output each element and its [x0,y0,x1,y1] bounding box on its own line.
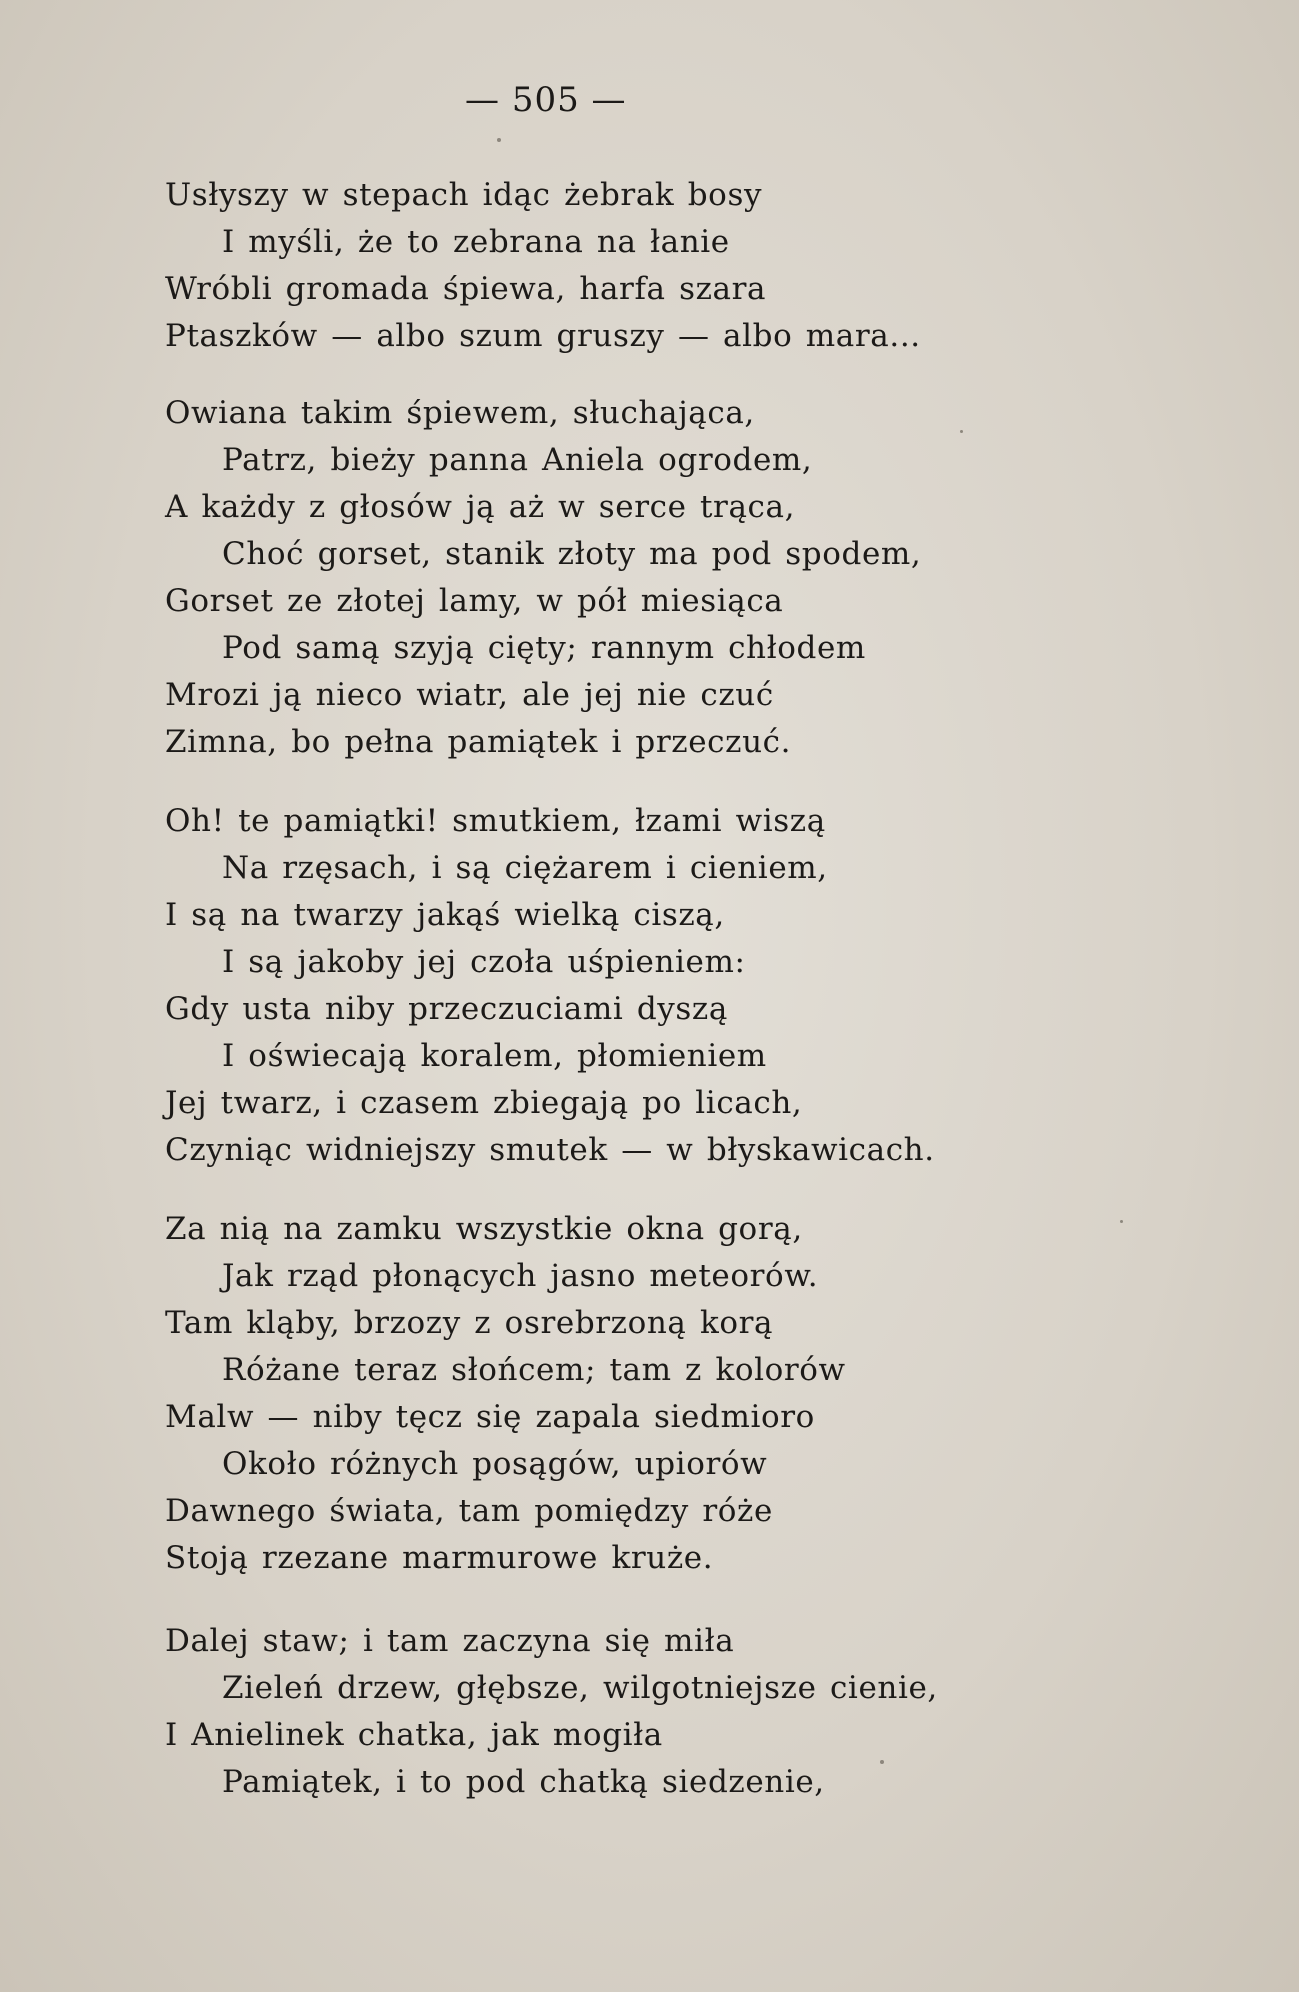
verse-line: Usłyszy w stepach idąc żebrak bosy [165,177,763,213]
verse-line: Gorset ze złotej lamy, w pół miesiąca [165,583,784,619]
verse-line: Za nią na zamku wszystkie okna gorą, [165,1211,803,1247]
verse-line: Jak rząd płonących jasno meteorów. [222,1258,819,1294]
verse-line: I Anielinek chatka, jak mogiła [165,1717,663,1753]
verse-line: Oh! te pamiątki! smutkiem, łzami wiszą [165,803,826,839]
verse-line: Na rzęsach, i są ciężarem i cieniem, [222,850,828,886]
verse-line: Dalej staw; i tam zaczyna się miła [165,1623,735,1659]
verse-line: Gdy usta niby przeczuciami dyszą [165,991,728,1027]
stanza-gap [165,1582,1215,1618]
verse-line: Ptaszków — albo szum gruszy — albo mara... [165,318,921,354]
verse-line: Zieleń drzew, głębsze, wilgotniejsze cienie, [222,1670,938,1706]
verse-line: I są na twarzy jakąś wielką ciszą, [165,897,725,933]
verse-line: A każdy z głosów ją aż w serce trąca, [165,489,796,525]
verse-line: Jej twarz, i czasem zbiegają po licach, [165,1085,803,1121]
page-number: — 505 — [465,80,627,120]
stanza-gap [165,1174,1215,1206]
verse-line: Zimna, bo pełna pamiątek i przeczuć. [165,724,792,760]
paper-speck [960,430,963,433]
verse-line: Dawnego świata, tam pomiędzy róże [165,1493,773,1529]
verse-line: Mrozi ją nieco wiatr, ale jej nie czuć [165,677,774,713]
stanza [165,172,1215,360]
verse-line: Tam kląby, brzozy z osrebrzoną korą [165,1305,774,1341]
stanza-gap [165,766,1215,798]
verse-line: I oświecają koralem, płomieniem [222,1038,767,1074]
stanza [165,1618,1215,1806]
verse-line: I są jakoby jej czoła uśpieniem: [222,944,746,980]
verse-line: Patrz, bieży panna Aniela ogrodem, [222,442,813,478]
verse-line: Stoją rzezane marmurowe kruże. [165,1540,714,1576]
verse-line: Około różnych posągów, upiorów [222,1446,768,1482]
stanza [165,798,1215,1174]
stanza-gap [165,360,1215,390]
stanza [165,1206,1215,1582]
verse-line: Choć gorset, stanik złoty ma pod spodem, [222,536,922,572]
verse-line: Różane teraz słońcem; tam z kolorów [222,1352,846,1388]
verse-line: Pod samą szyją cięty; rannym chłodem [222,630,866,666]
verse-line: Pamiątek, i to pod chatką siedzenie, [222,1764,825,1800]
paper-speck [497,138,501,142]
paper-speck [1120,1220,1123,1223]
poem-text [165,172,1215,1806]
verse-line: Czyniąc widniejszy smutek — w błyskawicach. [165,1132,935,1168]
paper-speck [880,1760,884,1764]
verse-line: I myśli, że to zebrana na łanie [222,224,730,260]
verse-line: Wróbli gromada śpiewa, harfa szara [165,271,767,307]
stanza [165,390,1215,766]
verse-line: Malw — niby tęcz się zapala siedmioro [165,1399,815,1435]
page-number-value: 505 [511,80,580,120]
verse-line: Owiana takim śpiewem, słuchająca, [165,395,755,431]
